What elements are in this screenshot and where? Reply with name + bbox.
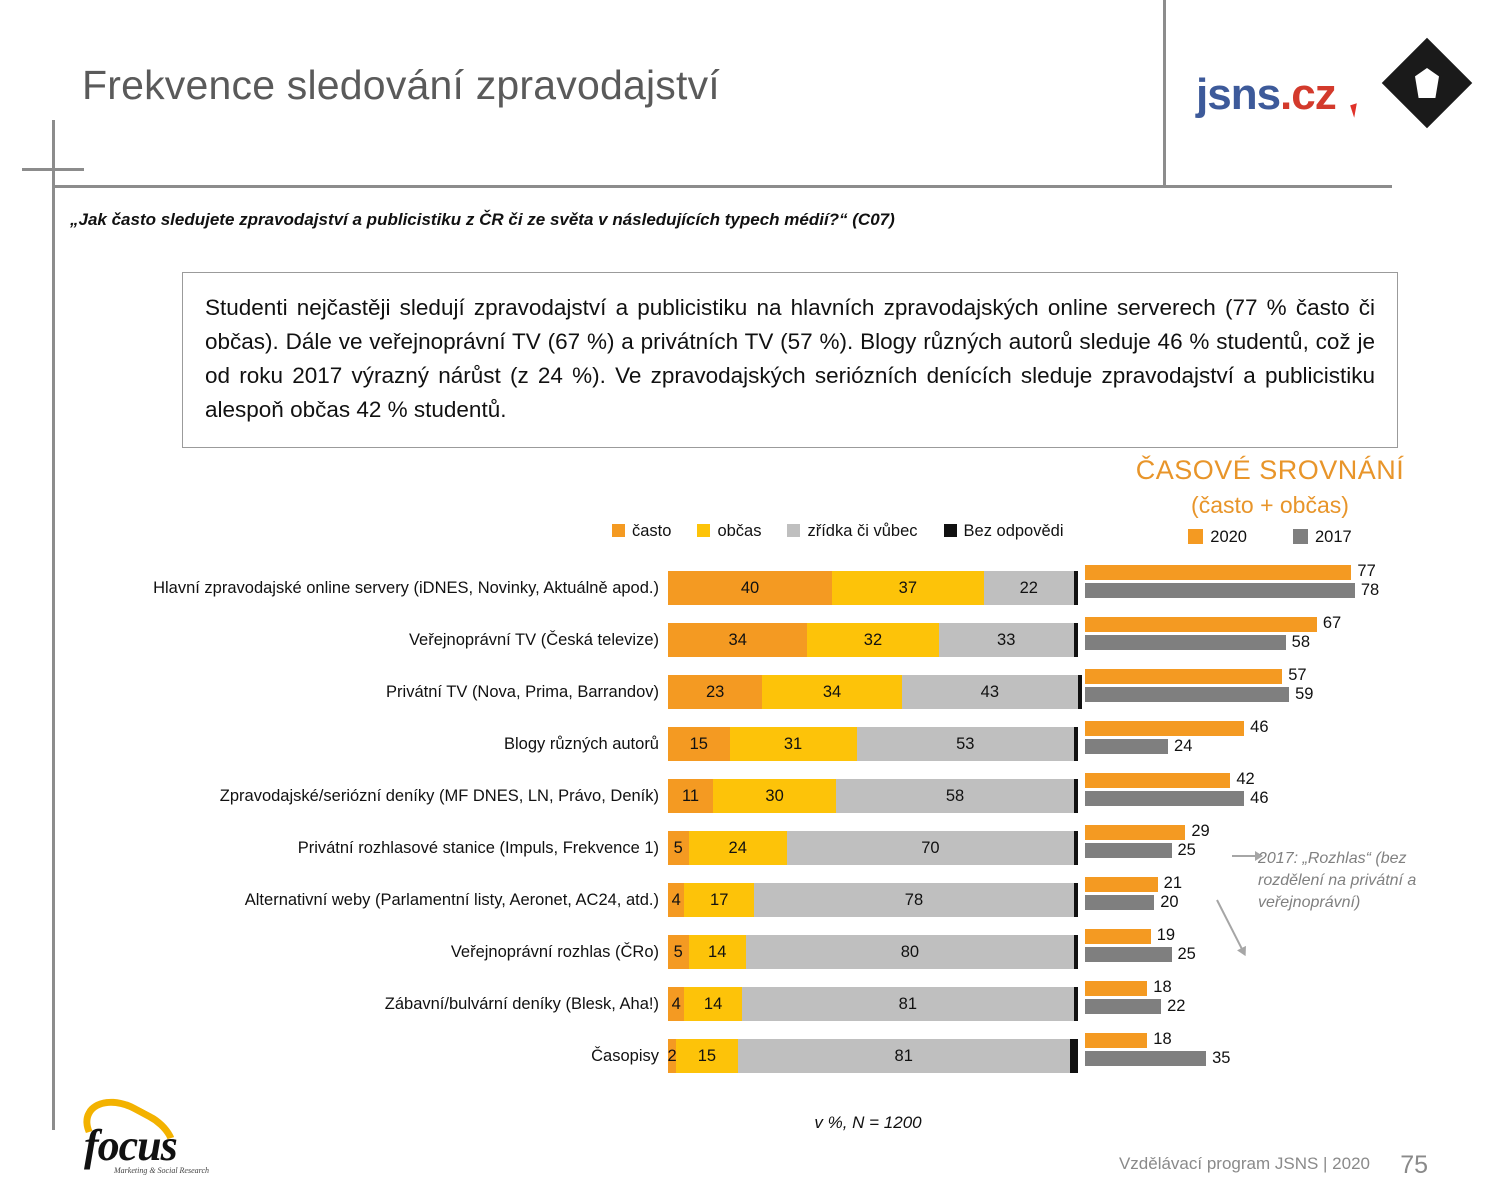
comparison-bars (1085, 666, 1445, 715)
chart-row-label: Časopisy (591, 1046, 659, 1065)
bar-segment-casto: 23 (668, 675, 762, 709)
bar-segment-casto: 15 (668, 727, 730, 761)
bar-segment-casto: 4 (668, 987, 684, 1021)
bar-segment-obcas: 32 (807, 623, 938, 657)
comparison-value-2020: 29 (1191, 822, 1210, 840)
stacked-bar (668, 883, 1078, 917)
jsns-logo-text: jsns (1196, 70, 1281, 119)
comparison-legend-item-2017: 2017 (1293, 528, 1352, 547)
frame-line-horizontal (52, 185, 1392, 188)
comparison-bars (1085, 562, 1445, 611)
frame-line-accent (22, 168, 84, 171)
comparison-bar-2020 (1085, 721, 1244, 736)
stacked-bar (668, 675, 1082, 709)
chart-row-label: Blogy různých autorů (503, 734, 659, 753)
bar-segment-obcas: 24 (689, 831, 787, 865)
bar-segment-zridka: 43 (902, 675, 1078, 709)
stacked-bar (668, 987, 1078, 1021)
bar-segment-zridka: 58 (836, 779, 1074, 813)
bar-segment-casto: 5 (668, 935, 689, 969)
bar-segment-obcas: 31 (730, 727, 857, 761)
bar-segment-zridka: 78 (754, 883, 1074, 917)
comparison-bar-2017 (1085, 583, 1355, 598)
comparison-value-2020: 42 (1236, 770, 1255, 788)
stacked-bar (668, 779, 1078, 813)
comparison-value-2017: 25 (1177, 841, 1196, 859)
chart-row-label: Privátní rozhlasové stanice (Impuls, Frekvence 1) (297, 838, 659, 857)
comparison-bar-2020 (1085, 929, 1151, 944)
chart-footnote: v %, N = 1200 (814, 1113, 922, 1132)
comparison-value-2017: 58 (1291, 633, 1311, 651)
comparison-value-2020: 21 (1163, 874, 1183, 892)
comparison-value-2017: 22 (1167, 997, 1186, 1015)
cursor-icon (1350, 103, 1361, 118)
stacked-bar (668, 831, 1078, 865)
chart-row-label: Hlavní zpravodajské online servery (iDNES, Novinky, Aktuálně apod.) (153, 578, 659, 597)
page-number: 75 (1400, 1151, 1428, 1179)
comparison-value-2017: 25 (1177, 945, 1196, 963)
bar-segment-zridka: 70 (787, 831, 1074, 865)
bar-segment-obcas: 30 (713, 779, 836, 813)
legend-item-obcas: občas (697, 522, 761, 541)
comparison-value-2017: 35 (1212, 1049, 1231, 1067)
comparison-value-2020: 57 (1288, 666, 1307, 684)
comparison-bar-2017 (1085, 687, 1289, 702)
focus-logo: focus Marketing & Social Research (78, 1106, 258, 1178)
bar-segment-zridka: 80 (746, 935, 1074, 969)
comparison-bar-2017 (1085, 635, 1286, 650)
bar-segment-casto: 11 (668, 779, 713, 813)
comparison-bar-2020 (1085, 981, 1147, 996)
comparison-value-2017: 20 (1160, 893, 1179, 911)
legend-item-casto: často (612, 522, 671, 541)
bar-segment-bez (1074, 571, 1078, 605)
bar-segment-zridka: 22 (984, 571, 1074, 605)
bar-segment-bez (1074, 831, 1078, 865)
bar-segment-casto: 4 (668, 883, 684, 917)
chart-note: 2017: „Rozhlas“ (bez rozdělení na privátní a veřejnoprávní) (1258, 850, 1417, 911)
bar-segment-bez (1074, 727, 1078, 761)
comparison-bar-2020 (1085, 617, 1317, 632)
stacked-bar (668, 727, 1078, 761)
bar-segment-bez (1074, 779, 1078, 813)
bar-segment-casto: 2 (668, 1039, 676, 1073)
summary-box: Studenti nejčastěji sledují zpravodajství a publicistiku na hlavních zpravodajských online serverech (77 % často či občas). Dále ve veřejnoprávní TV (67 %) a privátních TV (57 %). Blogy různých autorů sleduje 46 % studentů, což je od roku 2017 výrazný nárůst (z 24 %). Ve zpravodajských seriózních denících sleduje zpravodajství a publicistiku alespoň občas 42 % studentů. (182, 272, 1398, 448)
bar-segment-bez (1074, 935, 1078, 969)
legend-item-bez-odpovedi: Bez odpovědi (944, 522, 1064, 541)
comparison-bar-2020 (1085, 565, 1351, 580)
bar-segment-obcas: 14 (689, 935, 746, 969)
frame-line-vertical-right (1163, 0, 1166, 188)
bar-segment-zridka: 53 (857, 727, 1074, 761)
bar-segment-zridka: 81 (742, 987, 1074, 1021)
stacked-bar (668, 935, 1078, 969)
jsns-logo-suffix: .cz (1280, 70, 1336, 119)
bar-segment-casto: 5 (668, 831, 689, 865)
comparison-bar-2017 (1085, 895, 1154, 910)
comparison-bar-2017 (1085, 947, 1172, 962)
comparison-bar-2020 (1085, 773, 1230, 788)
comparison-bars (1085, 1030, 1445, 1079)
legend-item-zridka: zřídka či vůbec (787, 522, 917, 541)
chart-row-label: Veřejnoprávní TV (Česká televize) (408, 630, 659, 649)
comparison-bar-2017 (1085, 791, 1244, 806)
comparison-value-2020: 18 (1153, 1030, 1172, 1048)
comparison-value-2017: 46 (1250, 789, 1269, 807)
jsns-logo (1196, 70, 1336, 120)
bar-segment-casto: 40 (668, 571, 832, 605)
comparison-value-2020: 67 (1322, 614, 1342, 632)
comparison-value-2020: 19 (1156, 926, 1176, 944)
comparison-legend (1120, 528, 1420, 547)
comparison-value-2017: 59 (1295, 685, 1314, 703)
comparison-bars (1085, 718, 1445, 767)
comparison-value-2017: 24 (1174, 737, 1193, 755)
comparison-title: ČASOVÉ SROVNÁNÍ (1135, 455, 1405, 485)
comparison-legend-item-2020: 2020 (1188, 528, 1247, 547)
jeden-svet-emblem-icon (1382, 38, 1472, 128)
bar-segment-bez (1074, 623, 1078, 657)
bar-segment-obcas: 15 (676, 1039, 738, 1073)
comparison-bar-2017 (1085, 739, 1168, 754)
bar-segment-bez (1078, 675, 1082, 709)
comparison-bar-2020 (1085, 825, 1185, 840)
bar-segment-obcas: 34 (762, 675, 901, 709)
chart-rows (0, 562, 1500, 1082)
chart-row-label: Zábavní/bulvární deníky (Blesk, Aha!) (384, 994, 659, 1013)
comparison-bar-2020 (1085, 669, 1282, 684)
stacked-bar (668, 623, 1078, 657)
comparison-value-2017: 78 (1360, 581, 1380, 599)
bar-segment-bez (1074, 883, 1078, 917)
chart-row-label: Privátní TV (Nova, Prima, Barrandov) (386, 682, 659, 701)
chart-row-label: Zpravodajské/seriózní deníky (MF DNES, LN, Právo, Deník) (219, 786, 659, 805)
chart-row-label: Alternativní weby (Parlamentní listy, Aeronet, AC24, atd.) (244, 890, 659, 909)
chart-row-label: Veřejnoprávní rozhlas (ČRo) (450, 942, 659, 961)
comparison-bar-2017 (1085, 843, 1172, 858)
stacked-bar (668, 1039, 1078, 1073)
comparison-bars (1085, 926, 1445, 975)
page-title: Frekvence sledování zpravodajství (82, 62, 720, 108)
comparison-bars (1085, 614, 1445, 663)
bar-segment-obcas: 37 (832, 571, 984, 605)
bar-segment-zridka: 81 (738, 1039, 1070, 1073)
chart-legend (612, 522, 1064, 541)
bar-segment-bez (1074, 987, 1078, 1021)
stacked-bar (668, 571, 1078, 605)
bar-segment-obcas: 17 (684, 883, 754, 917)
comparison-value-2020: 77 (1357, 562, 1376, 580)
bar-segment-bez (1070, 1039, 1078, 1073)
comparison-bars (1085, 978, 1445, 1027)
comparison-bar-2020 (1085, 877, 1158, 892)
comparison-value-2020: 18 (1153, 978, 1172, 996)
comparison-subtitle: (často + občas) (1191, 492, 1349, 518)
comparison-bar-2020 (1085, 1033, 1147, 1048)
bar-segment-zridka: 33 (939, 623, 1074, 657)
comparison-bar-2017 (1085, 1051, 1206, 1066)
comparison-bars (1085, 770, 1445, 819)
comparison-value-2020: 46 (1250, 718, 1269, 736)
footer-text: Vzdělávací program JSNS | 2020 (1118, 1154, 1370, 1173)
bar-segment-obcas: 14 (684, 987, 741, 1021)
bar-segment-casto: 34 (668, 623, 807, 657)
survey-question: „Jak často sledujete zpravodajství a publicistiku z ČR či ze světa v následujících typech médií?“ (C07) (70, 210, 895, 229)
comparison-bar-2017 (1085, 999, 1161, 1014)
